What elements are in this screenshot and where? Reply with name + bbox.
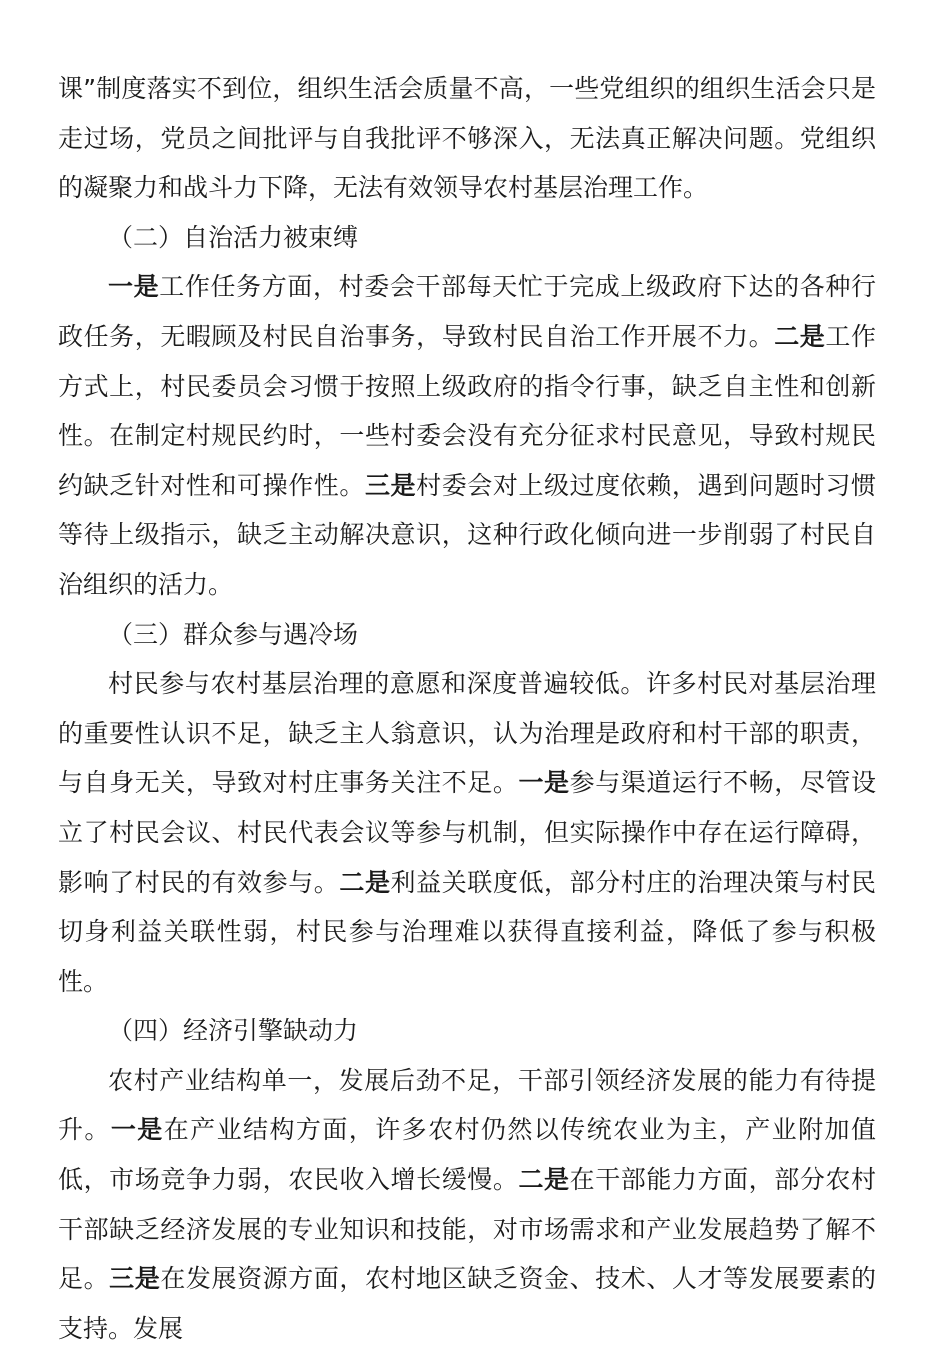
section-heading: （三）群众参与遇冷场 [108, 619, 359, 649]
paragraph-text: 在发展资源方面，农村地区缺乏资金、技术、人才等发展要素的支持。发展 [58, 1264, 876, 1343]
body-paragraph [58, 659, 876, 1006]
emphasis-marker: 三是 [109, 1264, 161, 1294]
emphasis-marker: 三是 [364, 470, 417, 500]
emphasis-marker: 一是 [108, 272, 160, 302]
document-page [58, 64, 876, 1353]
paragraph-text: 工作方式上，村民委员会习惯于按照上级政府的指令行事，缺乏自主性和创新性。在制定村规民约时，一些村委会没有充分征求村民意见，导致村规民约缺乏针对性和可操作性。 [58, 321, 876, 500]
emphasis-marker: 一是 [110, 1115, 164, 1145]
paragraph-text: 参与渠道运行不畅，尽管设立了村民会议、村民代表会议等参与机制，但实际操作中存在运行障碍，影响了村民的有效参与。 [58, 768, 876, 897]
paragraph-text: 在干部能力方面，部分农村干部缺乏经济发展的专业知识和技能，对市场需求和产业发展趋势了解不足。 [58, 1165, 876, 1294]
paragraph-text: 村民参与农村基层治理的意愿和深度普遍较低。许多村民对基层治理的重要性认识不足，缺乏主人翁意识，认为治理是政府和村干部的职责，与自身无关，导致对村庄事务关注不足。 [58, 669, 876, 798]
emphasis-marker: 二是 [774, 321, 826, 351]
section-heading: （四）经济引擎缺动力 [108, 1016, 359, 1046]
emphasis-marker: 二是 [518, 1165, 570, 1195]
paragraph-text: 课”制度落实不到位，组织生活会质量不高，一些党组织的组织生活会只是走过场，党员之间批评与自我批评不够深入，无法真正解决问题。党组织的凝聚力和战斗力下降，无法有效领导农村基层治理工作。 [58, 74, 876, 203]
paragraph-text: 工作任务方面，村委会干部每天忙于完成上级政府下达的各种行政任务，无暇顾及村民自治事务，导致村民自治工作开展不力。 [58, 272, 876, 351]
paragraph-text: 村委会对上级过度依赖，遇到问题时习惯等待上级指示，缺乏主动解决意识，这种行政化倾向进一步削弱了村民自治组织的活力。 [58, 470, 876, 599]
paragraph-text: 农村产业结构单一，发展后劲不足，干部引领经济发展的能力有待提升。 [58, 1065, 876, 1145]
emphasis-marker: 一是 [518, 768, 570, 798]
paragraph-text: 利益关联度低，部分村庄的治理决策与村民切身利益关联性弱，村民参与治理难以获得直接利益，降低了参与积极性。 [58, 867, 876, 996]
emphasis-marker: 二是 [339, 867, 391, 897]
body-paragraph [58, 262, 876, 609]
paragraph-text: 在产业结构方面，许多农村仍然以传统农业为主，产业附加值低，市场竞争力弱，农民收入增长缓慢。 [58, 1115, 876, 1195]
section-heading: （二）自治活力被束缚 [108, 222, 359, 252]
body-paragraph [58, 64, 876, 213]
body-paragraph [58, 1056, 876, 1353]
